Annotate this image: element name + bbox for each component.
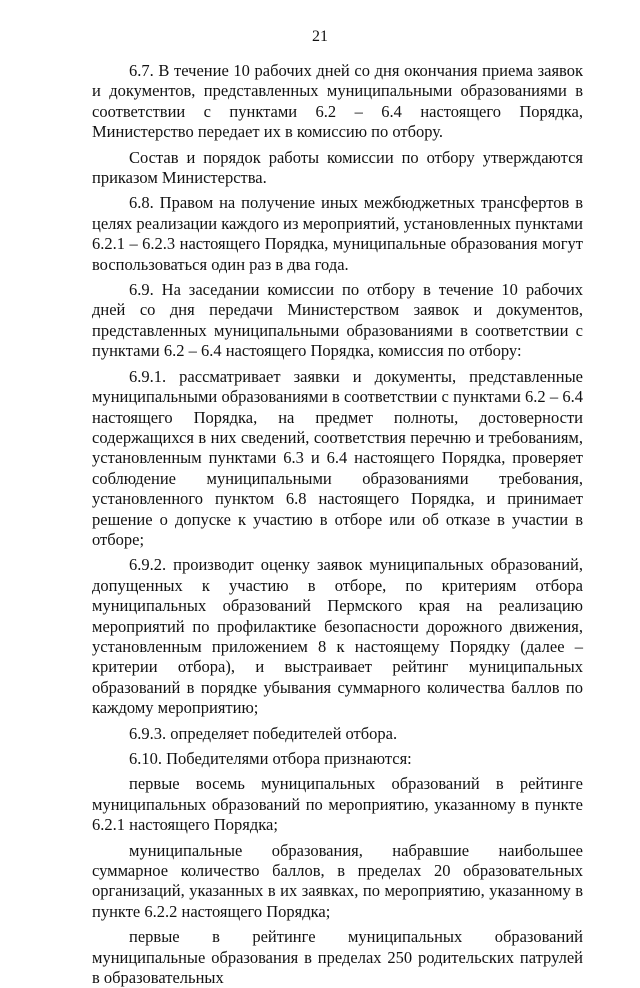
paragraph-6-8: 6.8. Правом на получение иных межбюджетных трансфертов в целях реализации каждого из мероприятий, установленных пунктами 6.2.1 – 6.2.3 настоящего Порядка, муниципальные образования могут воспользоваться один раз в два года. (92, 193, 583, 274)
paragraph-6-9-2: 6.9.2. производит оценку заявок муниципальных образований, допущенных к участию в отборе, по критериям отбора муниципальных образований Пермского края на реализацию мероприятий по профилактике безопасности дорожного движения, установленным приложением 8 к настоящему Порядку (далее – критерии отбора), и выстраивает рейтинг муниципальных образований в порядке убывания суммарного количества баллов по каждому мероприятию; (92, 555, 583, 718)
paragraph-winners-item-2: муниципальные образования, набравшие наибольшее суммарное количество баллов, в пределах 20 образовательных организаций, указанных в их заявках, по мероприятию, указанному в пункте 6.2.2 настоящего Порядка; (92, 840, 583, 921)
paragraph-6-7: 6.7. В течение 10 рабочих дней со дня окончания приема заявок и документов, представленных муниципальными образованиями в соответствии с пунктами 6.2 – 6.4 настоящего Порядка, Министерство передает их в комиссию по отбору. (92, 61, 583, 142)
paragraph-6-9: 6.9. На заседании комиссии по отбору в течение 10 рабочих дней со дня передачи Министерством заявок и документов, представленных муниципальными образованиями в соответствии с пунктами 6.2 – 6.4 настоящего Порядка, комиссия по отбору: (92, 280, 583, 361)
paragraph-6-10: 6.10. Победителями отбора признаются: (129, 749, 412, 768)
paragraph-winners-item-1: первые восемь муниципальных образований в рейтинге муниципальных образований по мероприятию, указанному в пункте 6.2.1 настоящего Порядка; (92, 774, 583, 835)
paragraph-6-9-3: 6.9.3. определяет победителей отбора. (129, 723, 398, 743)
paragraph-commission-composition: Состав и порядок работы комиссии по отбору утверждаются приказом Министерства. (92, 147, 583, 188)
paragraph-6-9-1: 6.9.1. рассматривает заявки и документы, представленные муниципальными образованиями в соответствии с пунктами 6.2 – 6.4 настоящего Порядка, на предмет полноты, достоверности содержащихся в них сведений, соответствия перечню и требованиям, установленным пунктами 6.3 и 6.4 настоящего Порядка, проверяет соблюдение муниципальными образованиями требования, установленного пунктом 6.8 настоящего Порядка, и принимает решение о допуске к участию в отборе или об отказе в участии в отборе; (92, 366, 583, 549)
document-body (92, 61, 583, 988)
page-number: 21 (312, 28, 328, 45)
paragraph-winners-item-3: первые в рейтинге муниципальных образований муниципальные образования в пределах 250 родительских патрулей в образовательных (92, 927, 583, 988)
